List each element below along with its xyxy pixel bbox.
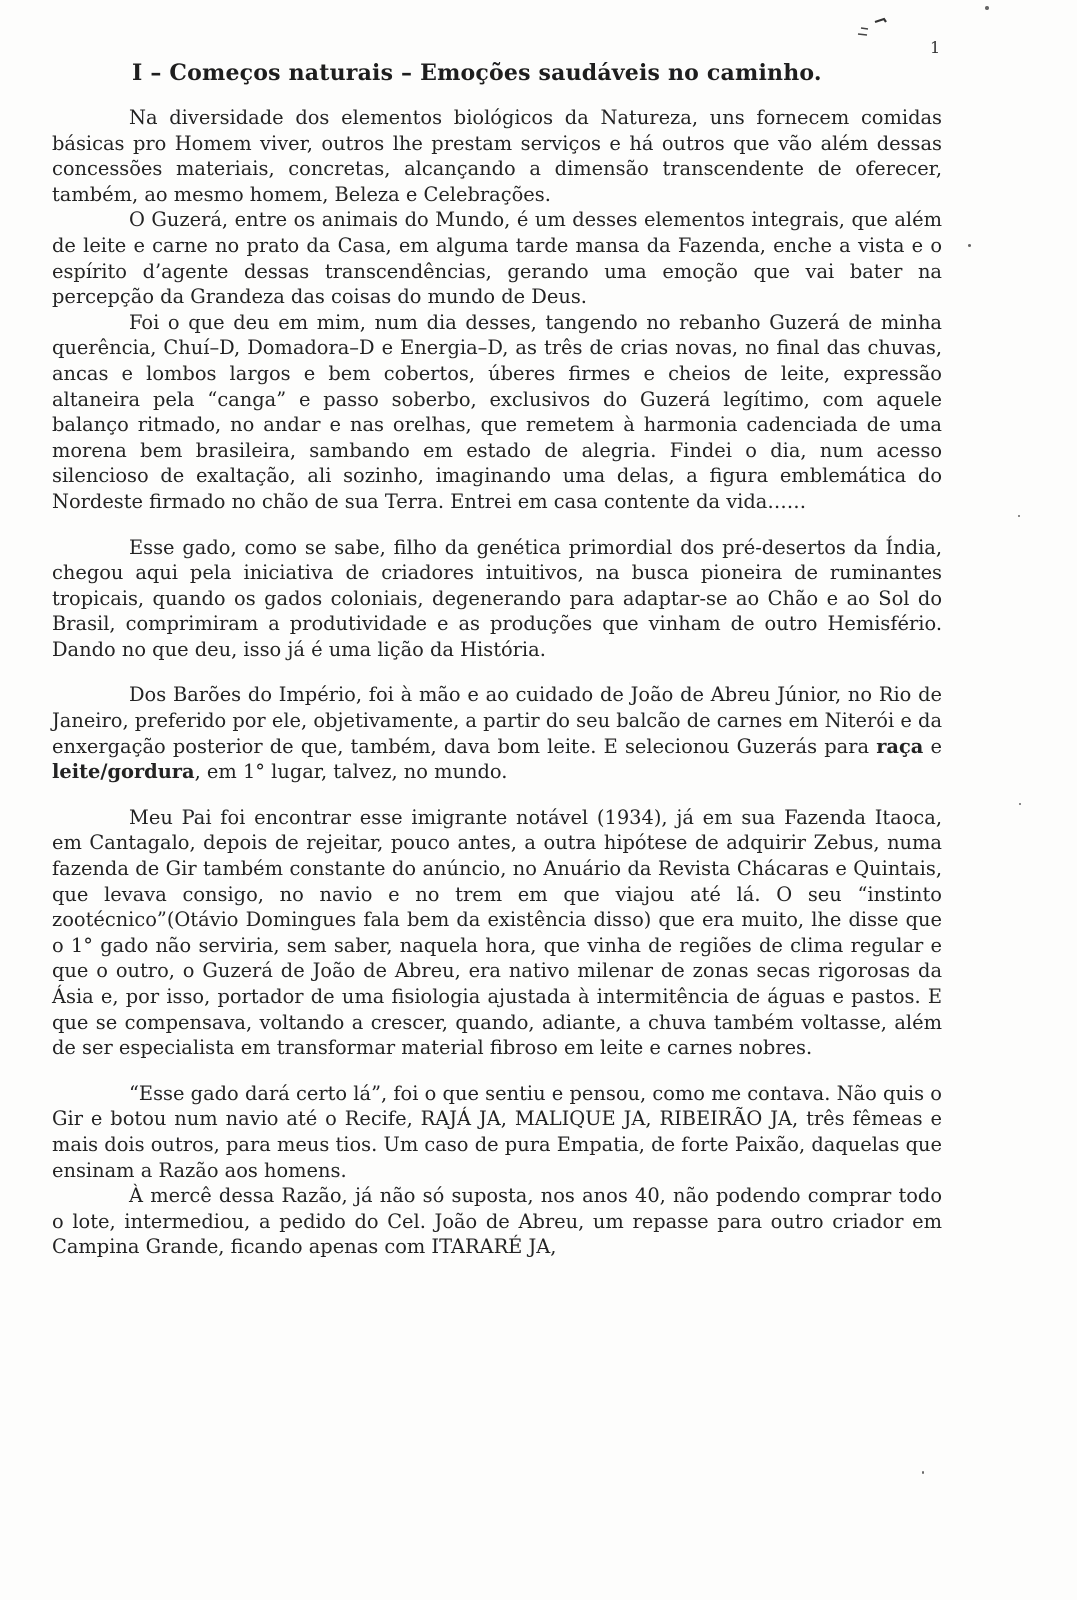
page-number: 1 (930, 38, 941, 57)
bold-term-leite-gordura: leite/gordura (52, 760, 195, 784)
paragraph-text: e (923, 734, 942, 758)
chapter-title: I – Começos naturais – Emoções saudáveis no caminho. (132, 60, 822, 86)
paragraph: O Guzerá, entre os animais do Mundo, é um desses elementos integrais, que além de leite e carne no prato da Casa, em alguma tarde mansa da Fazenda, enche a vista e o espírito d’agente dessas transcendências, gerando uma emoção que vai bater na percepção da Grandeza das coisas do mundo de Deus. (52, 208, 942, 309)
paragraph: “Esse gado dará certo lá”, foi o que sentiu e pensou, como me contava. Não quis o Gir e botou num navio até o Recife, RAJÁ JA, MALIQUE JA, RIBEIRÃO JA, três fêmeas e mais dois outros, para meus tios. Um caso de pura Empatia, de forte Paixão, daquelas que ensinam a Razão aos homens. (52, 1081, 942, 1182)
bold-term-raca: raça (876, 734, 924, 758)
paragraph: Na diversidade dos elementos biológicos da Natureza, uns fornecem comidas básicas pro Homem viver, outros lhe prestam serviços e há outros que vão além dessas concessões materiais, concretas, alcançando a dimensão transcendente de oferecer, também, ao mesmo homem, Beleza e Celebrações. (52, 106, 942, 206)
scan-speck (1018, 515, 1020, 517)
paragraph (52, 682, 942, 784)
paragraph: Foi o que deu em mim, num dia desses, tangendo no rebanho Guzerá de minha querência, Chuí–D, Domadora–D e Energia–D, as três de crias novas, no final das chuvas, ancas e lombos largos e bem cobertos, úberes firmes e cheios de leite, expressão altaneira pela “canga” e passo soberbo, exclusivos do Guzerá legítimo, com aquele balanço ritmado, no andar e nas orelhas, que remetem à harmonia cadenciada de uma morena bem brasileira, sambando em estado de alegria. Findei o dia, num acesso silencioso de exaltação, ali sozinho, imaginando uma delas, a figura emblemática do Nordeste firmado no chão de sua Terra. Entrei em casa contente da vida…… (52, 310, 942, 513)
scan-speck (968, 244, 971, 247)
scan-speck (985, 6, 989, 10)
paragraph: Esse gado, como se sabe, filho da genética primordial dos pré-desertos da Índia, chegou aqui pela iniciativa de criadores intuitivos, na busca pioneira de ruminantes tropicais, quando os gados coloniais, degenerando para adaptar-se ao Chão e ao Sol do Brasil, comprimiram a produtividade e as produções que vinham de outro Hemisfério. Dando no que deu, isso já é uma lição da História. (52, 535, 942, 661)
scan-speck (922, 1471, 924, 1474)
paragraph: À mercê dessa Razão, já não só suposta, nos anos 40, não podendo comprar todo o lote, intermediou, a pedido do Cel. João de Abreu, um repasse para outro criador em Campina Grande, ficando apenas com ITARARÉ JA, (52, 1184, 942, 1259)
paragraph-text: , em 1° lugar, talvez, no mundo. (194, 760, 508, 784)
paragraph-text: Dos Barões do Império, foi à mão e ao cuidado de João de Abreu Júnior, no Rio de Janeiro, preferido por ele, objetivamente, a partir do seu balcão de carnes em Niterói e da enxergação posterior de que, também, dava bom leite. E selecionou Guzerás para (52, 683, 942, 758)
body-text (52, 105, 942, 1260)
scan-speck (1019, 803, 1021, 805)
paragraph: Meu Pai foi encontrar esse imigrante notável (1934), já em sua Fazenda Itaoca, em Cantagalo, depois de rejeitar, pouco antes, a outra hipótese de adquirir Zebus, numa fazenda de Gir também constante do anúncio, no Anuário da Revista Chácaras e Quintais, que levava consigo, no navio e no trem em que viajou até lá. O seu “instinto zootécnico”(Otávio Domingues fala bem da existência disso) que era muito, lhe disse que o 1° gado não serviria, sem saber, naquela hora, que vinha de regiões de clima regular e que o outro, o Guzerá de João de Abreu, era nativo milenar de zonas secas rigorosas da Ásia e, por isso, portador de uma fisiologia ajustada à intermitência de águas e pastos. E que se compensava, voltando a crescer, quando, adiante, a chuva também voltasse, além de ser especialista em transformar material fibroso em leite e carnes nobres. (52, 805, 942, 1060)
pen-marks (855, 10, 915, 40)
